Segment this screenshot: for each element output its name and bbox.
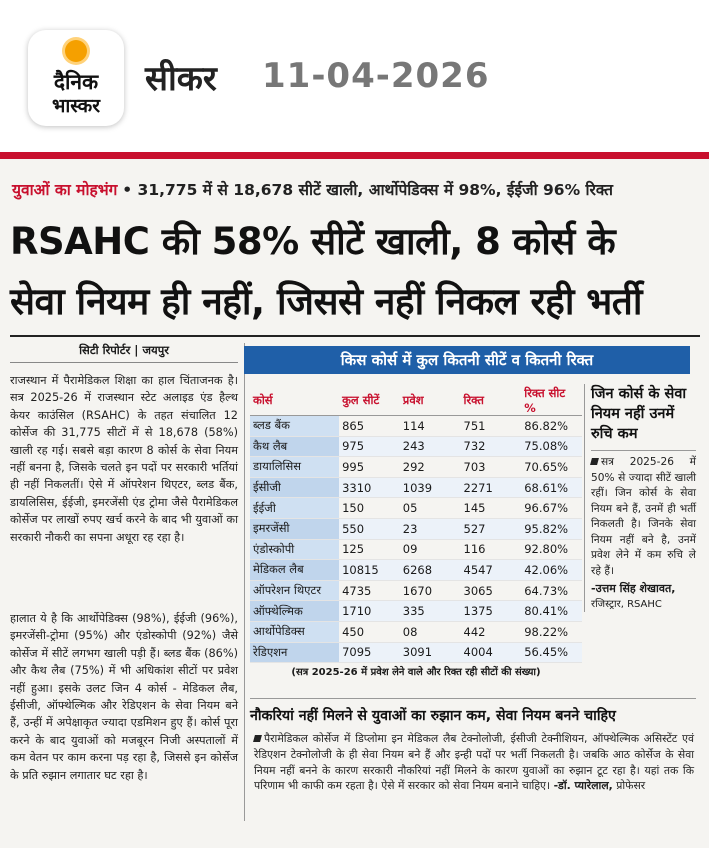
table-cell-course: इमरजेंसी [250,518,339,539]
header-vacant: रिक्त [461,386,522,416]
table-cell: 145 [461,498,522,519]
table-cell: 450 [339,621,400,642]
table-note: (सत्र 2025-26 में प्रवेश लेने वाले और रिक्त रही सीटों की संख्या) [291,667,541,678]
table-cell: 2271 [461,477,522,498]
table-cell-course: एंडोस्कोपी [250,539,339,560]
bottom-story-divider [250,698,696,699]
table-row [250,436,582,457]
table-cell: 442 [461,621,522,642]
table-row [250,580,582,601]
headline-divider [10,335,700,337]
table-cell: 1670 [400,580,461,601]
table-cell: 3310 [339,477,400,498]
table-cell: 732 [461,436,522,457]
table-cell: 95.82% [521,518,582,539]
table-row [250,560,582,581]
table-row [250,477,582,498]
byline-divider [10,362,238,363]
table-cell: 08 [400,621,461,642]
table-cell: 56.45% [521,642,582,663]
table-cell-course: कैथ लैब [250,436,339,457]
table-row [250,518,582,539]
table-cell: 6268 [400,560,461,581]
table-cell: 96.67% [521,498,582,519]
table-cell: 125 [339,539,400,560]
table-cell: 995 [339,457,400,478]
headline-line2: सेवा नियम ही नहीं, जिससे नहीं निकल रही भर्ती [10,280,642,323]
header-course: कोर्स [250,386,339,416]
table-cell: 4547 [461,560,522,581]
seats-table-grid [250,386,582,663]
logo-line2: भास्कर [51,95,101,117]
table-row [250,498,582,519]
table-cell-course: मेडिकल लैब [250,560,339,581]
table-cell: 23 [400,518,461,539]
table-cell-course: रेडिएशन [250,642,339,663]
table-cell: 114 [400,416,461,437]
bottom-headline: नौकरियां नहीं मिलने से युवाओं का रुझान कम, सेवा नियम बनने चाहिए [250,708,616,724]
table-row [250,601,582,622]
table-cell-course: ईईजी [250,498,339,519]
table-row [250,539,582,560]
table-cell: 1039 [400,477,461,498]
table-cell: 98.22% [521,621,582,642]
table-cell-course: डायालिसिस [250,457,339,478]
table-cell: 1375 [461,601,522,622]
table-cell: 703 [461,457,522,478]
table-cell: 64.73% [521,580,582,601]
sidebox-role: रजिस्ट्रार, RSAHC [591,599,662,610]
table-cell: 92.80% [521,539,582,560]
dainik-bhaskar-logo [28,30,124,126]
table-cell: 550 [339,518,400,539]
article-kicker [12,178,613,200]
table-header-row [250,386,582,416]
edition-city: सीकर [145,59,217,99]
app-header [0,0,709,152]
table-cell: 10815 [339,560,400,581]
table-cell: 75.08% [521,436,582,457]
table-cell: 1710 [339,601,400,622]
table-cell: 975 [339,436,400,457]
table-cell: 7095 [339,642,400,663]
bottom-text [254,731,694,794]
column-divider [244,343,245,821]
table-cell: 80.41% [521,601,582,622]
table-row [250,457,582,478]
byline: सिटी रिपोर्टर | जयपुर [79,343,169,357]
bottom-role: प्रोफेसर [616,779,646,793]
kicker-text: • 31,775 में से 18,678 सीटें खाली, आर्थोपेडिक्स में 98%, ईईजी 96% रिक्त [122,181,613,199]
table-cell: 751 [461,416,522,437]
table-cell-course: ऑफ्थेल्मिक [250,601,339,622]
table-cell: 4004 [461,642,522,663]
table-cell: 243 [400,436,461,457]
table-cell: 292 [400,457,461,478]
table-cell: 68.61% [521,477,582,498]
bottom-signature: -डॉ. प्यारेलाल, [553,779,613,793]
table-cell: 09 [400,539,461,560]
sidebox-text-body: सत्र 2025-26 में 50% से ज्यादा सीटें खाली रहीं। जिन कोर्स के सेवा नियम बने हैं, उनमें ही भर्ती निकलती है। जिनके सेवा नियम नहीं बने है, उनमें प्रवेश लेने में कम रुचि ले रहे हैं। [591,456,696,577]
table-title: किस कोर्स में कुल कितनी सीटें व कितनी रिक्त [244,346,690,374]
table-cell: 150 [339,498,400,519]
logo-line1: दैनिक [53,70,99,94]
table-cell: 42.06% [521,560,582,581]
table-cell: 116 [461,539,522,560]
table-cell: 70.65% [521,457,582,478]
header-admitted: प्रवेश [400,386,461,416]
quote-sidebox [584,384,696,612]
bullet-icon [590,458,599,465]
table-body [250,416,582,663]
table-cell: 05 [400,498,461,519]
table-cell: 335 [400,601,461,622]
kicker-tag: युवाओं का मोहभंग [12,181,118,199]
table-cell-course: ऑपरेशन थिएटर [250,580,339,601]
table-cell: 3091 [400,642,461,663]
table-row [250,621,582,642]
table-cell: 865 [339,416,400,437]
sidebox-divider [591,450,696,451]
table-cell: 3065 [461,580,522,601]
sun-icon [65,40,87,62]
table-row [250,642,582,663]
header-total: कुल सीटें [339,386,400,416]
article-paragraph-2: हालात ये है कि आर्थोपेडिक्स (98%), ईईजी (96%), इमरजेंसी-ट्रोमा (95%) और एंडोस्कोपी (92%) जैसे कोर्सेज में सीटें लगभग खाली पड़ी हैं। ब्लड बैंक (86%) और कैथ लैब (75%) में भी अधिकांश सीटों पर प्रवेश नहीं हुआ। इसके उलट जिन 4 कोर्स - मेडिकल लैब, ईसीजी, ऑफ्थेल्मिक और रेडिएशन के सेवा नियम बने हैं, उन्हीं में अपेक्षाकृत ज्यादा एडमिशन हुए हैं। कोर्स पूरा करने के बाद युवाओं को मजबूरन निजी अस्पतालों में कम वेतन पर काम करना पड़ रहा है, जिससे इन कोर्सेज के प्रति रुझान लगातार घट रहा है। [10,612,238,782]
bottom-text-body: पैरामेडिकल कोर्सेज में डिप्लोमा इन मेडिकल लैब टेक्नोलोजी, ईसीजी टेक्नीशियन, ऑफ्थेल्मिक असिस्टेंट एवं रेडिएशन टेक्नोलोजी के ही सेवा नियम बने हैं और इन्ही पदों पर भर्ती निकलती है। जबकि आठ कोर्सेज के सेवा नियम नहीं बनने के कारण सरकारी नौकरियां नहीं मिलने के कारण युवाओं का रुझान टूट रहा है। यहां तक कि परिणाम भी काफी कम रहता है। ऐसे में सरकार को सेवा नियम बनाने चाहिए। [254,732,694,793]
header-divider [0,152,709,159]
headline-line1: RSAHC की 58% सीटें खाली, 8 कोर्स के [10,220,616,263]
header-vacant-pct: रिक्त सीट % [521,386,582,416]
table-cell-course: ब्लड बैंक [250,416,339,437]
edition-date: 11-04-2026 [262,56,490,96]
sidebox-text [591,455,696,579]
article-paragraph-1: राजस्थान में पैरामेडिकल शिक्षा का हाल चिंताजनक है। सत्र 2025-26 में राजस्थान स्टेट अलाइड एंड हैल्थ केयर काउंसिल (RSAHC) के तहत संचालित 12 कोर्सेज की 31,775 सीटों में से 18,678 (58%) खाली रह गई। सबसे बड़ा कारण 8 कोर्स के सेवा नियम नहीं बनना है, जिसके चलते इन पदों पर सरकारी भर्तियां ही नहीं निकलतीं। ऐसे में ऑपरेशन थिएटर, ब्लड बैंक, डायलिसिस, ईईजी, इमरजेंसी एंड ट्रोमा जैसे पैरामेडिकल कोर्सेज पर लाखों रुपए खर्च करने के बाद भी युवाओं का सरकारी नौकरी का सपना अधूरा रह रहा है। [10,374,238,544]
sidebox-title: जिन कोर्स के सेवा नियम नहीं उनमें रुचि कम [591,386,687,442]
seats-table [250,386,582,663]
table-cell: 527 [461,518,522,539]
table-cell-course: आर्थोपेडिक्स [250,621,339,642]
table-row [250,416,582,437]
table-cell: 86.82% [521,416,582,437]
bullet-icon [253,735,262,742]
sidebox-signature: -उत्तम सिंह शेखावत, [591,582,676,595]
table-cell: 4735 [339,580,400,601]
table-cell-course: ईसीजी [250,477,339,498]
